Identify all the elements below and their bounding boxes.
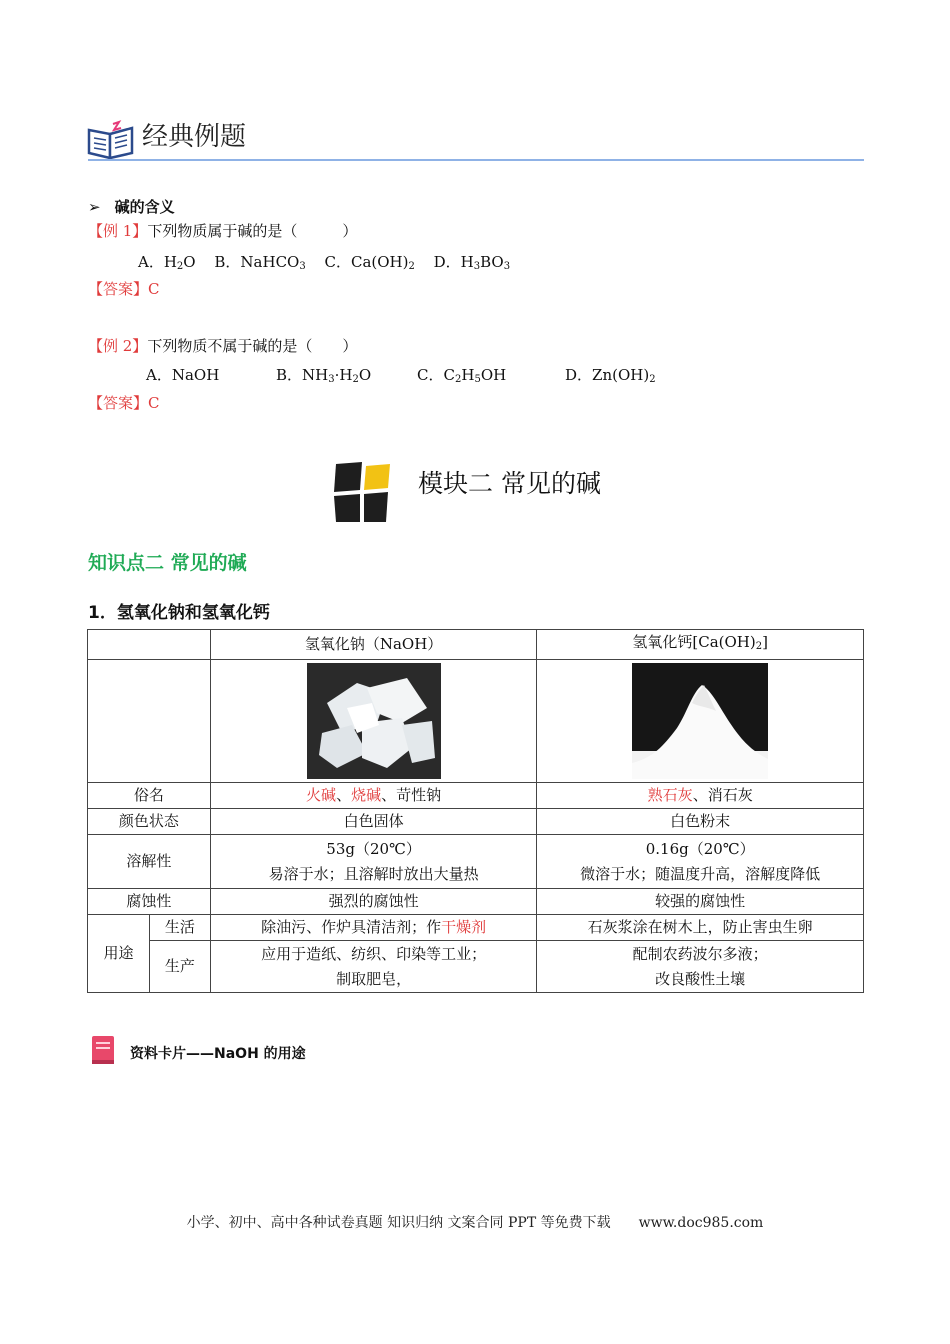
example-2-option-b: B．$NH_3\cdot H_2O$ [276, 366, 372, 385]
table-row-corrosion [88, 889, 864, 915]
table-cell: 强烈的腐蚀性 [210, 889, 537, 915]
table-row-usage-production [88, 941, 864, 993]
header-caoh: 氢氧化钙$[Ca(OH)_2]$ [537, 630, 864, 660]
row-label: 俗名 [88, 783, 211, 809]
row-label: 颜色状态 [88, 809, 211, 835]
table-cell: 白色粉末 [537, 809, 864, 835]
table-row-usage-life [88, 915, 864, 941]
naoh-flakes-image [307, 663, 441, 779]
example-2-question: 【例 2】下列物质不属于碱的是（ ） [88, 337, 358, 355]
example-1-question: 【例 1】下列物质属于碱的是（ ） [88, 222, 358, 240]
table-row-images [88, 660, 864, 783]
example-2-answer: 【答案】C [88, 394, 160, 412]
table-cell: 配制农药波尔多液； 改良酸性土壤 [537, 941, 864, 993]
table-cell: 石灰浆涂在树木上，防止害虫生卵 [537, 915, 864, 941]
table-cell [88, 660, 211, 783]
table-header-row [88, 630, 864, 660]
knowledge-point-title: 知识点二 常见的碱 [88, 552, 247, 574]
table-cell: 应用于造纸、纺织、印染等工业； 制取肥皂， [210, 941, 537, 993]
option-a: A．$H_2O$ [138, 253, 196, 272]
table-cell [88, 630, 211, 660]
data-card-icon [90, 1034, 116, 1066]
topic-label: 碱的含义 [114, 198, 175, 216]
example-2-option-c: C．$C_2H_5OH$ [417, 366, 507, 385]
example-1-options [138, 251, 510, 272]
row-sublabel: 生活 [149, 915, 210, 941]
header-naoh: 氢氧化钠（NaOH） [210, 630, 537, 660]
comparison-table [87, 629, 864, 993]
topic-heading [88, 196, 175, 217]
bullet-arrow-icon: ➢ [88, 198, 101, 216]
footer-text: 小学、初中、高中各种试卷真题 知识归纳 文案合同 PPT 等免费下载 www.doc985.com [186, 1215, 764, 1231]
table-cell: 火碱、烧碱、苛性钠 [210, 783, 537, 809]
option-d: D．$H_3BO_3$ [433, 253, 511, 272]
open-book-icon [86, 118, 136, 160]
table-row-state [88, 809, 864, 835]
data-card-title: 资料卡片——NaOH 的用途 [130, 1046, 306, 1062]
subsection-title: 1．氢氧化钠和氢氧化钙 [88, 603, 270, 623]
table-cell: 除油污、作炉具清洁剂；作干燥剂 [210, 915, 537, 941]
table-cell: 53g（20℃） 易溶于水；且溶解时放出大量热 [210, 835, 537, 889]
table-cell: 0.16g（20℃） 微溶于水；随温度升高，溶解度降低 [537, 835, 864, 889]
option-b: B．NaHCO$_3$ [214, 253, 306, 272]
table-row-solubility [88, 835, 864, 889]
table-cell: 熟石灰、消石灰 [537, 783, 864, 809]
row-label: 溶解性 [88, 835, 211, 889]
example-2-option-d: D．$Zn(OH)_2$ [565, 366, 656, 385]
module-title: 模块二 常见的碱 [418, 469, 601, 498]
row-label: 腐蚀性 [88, 889, 211, 915]
caoh-powder-image [632, 663, 768, 779]
table-row-alias [88, 783, 864, 809]
section-title: 经典例题 [142, 122, 247, 152]
row-sublabel: 生产 [149, 941, 210, 993]
table-cell: 较强的腐蚀性 [537, 889, 864, 915]
module-blocks-icon [330, 460, 410, 526]
example-2-option-a: A．NaOH [146, 366, 220, 384]
divider [88, 159, 864, 161]
table-cell: 白色固体 [210, 809, 537, 835]
row-label: 用途 [88, 915, 150, 993]
table-cell [210, 660, 537, 783]
option-c: C．$Ca(OH)_2$ [324, 253, 415, 272]
table-cell [537, 660, 864, 783]
example-1-answer: 【答案】C [88, 280, 160, 298]
